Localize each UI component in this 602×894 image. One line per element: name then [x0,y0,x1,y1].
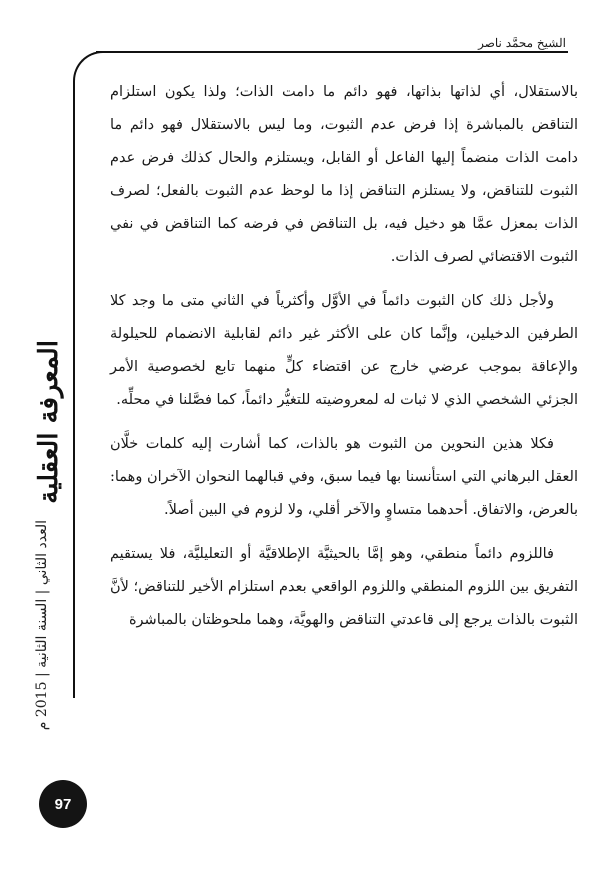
paragraph: ولأجل ذلك كان الثبوت دائماً في الأوَّل وأكثرياً في الثاني متى ما وجد كلا الطرفين الدخيلين، وإنَّما كان على الأكثر غير دائم لقابلية الانضمام للحيلولة والإعاقة بموجب عرضي خارج عن اقتضاء كلٍّ منهما تابع لخصوصية الأمر الجزئي الشخصي الذي لا ثبات له لمعروضيته للتغيُّر دائماً، كما فصَّلنا في محلِّه. [110,293,578,408]
issue-info: العدد الثاني | السنة الثانية | 2015 م [34,520,50,731]
header-rule [96,51,568,53]
paragraph: بالاستقلال، أي لذاتها بذاتها، فهو دائم ما دامت الذات؛ ولذا يكون استلزام التناقض بالمباشرة إذا فرض عدم الثبوت، وما ليس بالاستقلال فهو دائم ما دامت الذات منضماً إليها الفاعل أو القابل، ويستلزم والحال كذلك فرض عدم الثبوت للتناقض، ولا يستلزم التناقض إذا ما لوحظ عدم الثبوت بالفعل؛ لصرف الذات بمعزل عمَّا هو دخيل فيه، بل التناقض في فرضه كما التناقض في نفي الثبوت الاقتضائي لصرف الذات. [110,84,578,265]
main-text [110,76,578,648]
paragraph: فاللزوم دائماً منطقي، وهو إمَّا بالحيثيَّة الإطلاقيَّة أو التعليليَّة، فلا يستقيم التفريق بين اللزوم المنطقي واللزوم الواقعي بعدم استلزام الأخير للتناقض؛ لأنَّ الثبوت بالذات يرجع إلى قاعدتي التناقض والهويَّة، وهما ملحوظتان بالمباشرة [109,546,578,628]
author-name: الشيخ محمَّد ناصر [478,36,566,50]
journal-title: المعرفة العقلية [34,340,64,504]
page-number-badge: 97 [39,780,87,828]
frame-side-rule [73,88,75,698]
paragraph: فكلا هذين النحوين من الثبوت هو بالذات، كما أشارت إليه كلمات خلَّان العقل البرهاني التي استأنسنا بها فيما سبق، وفي قبالهما النحوان الآخران وهما: بالعرض، والاتفاق. أحدهما متساوٍ والآخر أقلي، ولا لزوم في البين أصلاً. [110,436,578,518]
frame-corner [73,51,103,91]
